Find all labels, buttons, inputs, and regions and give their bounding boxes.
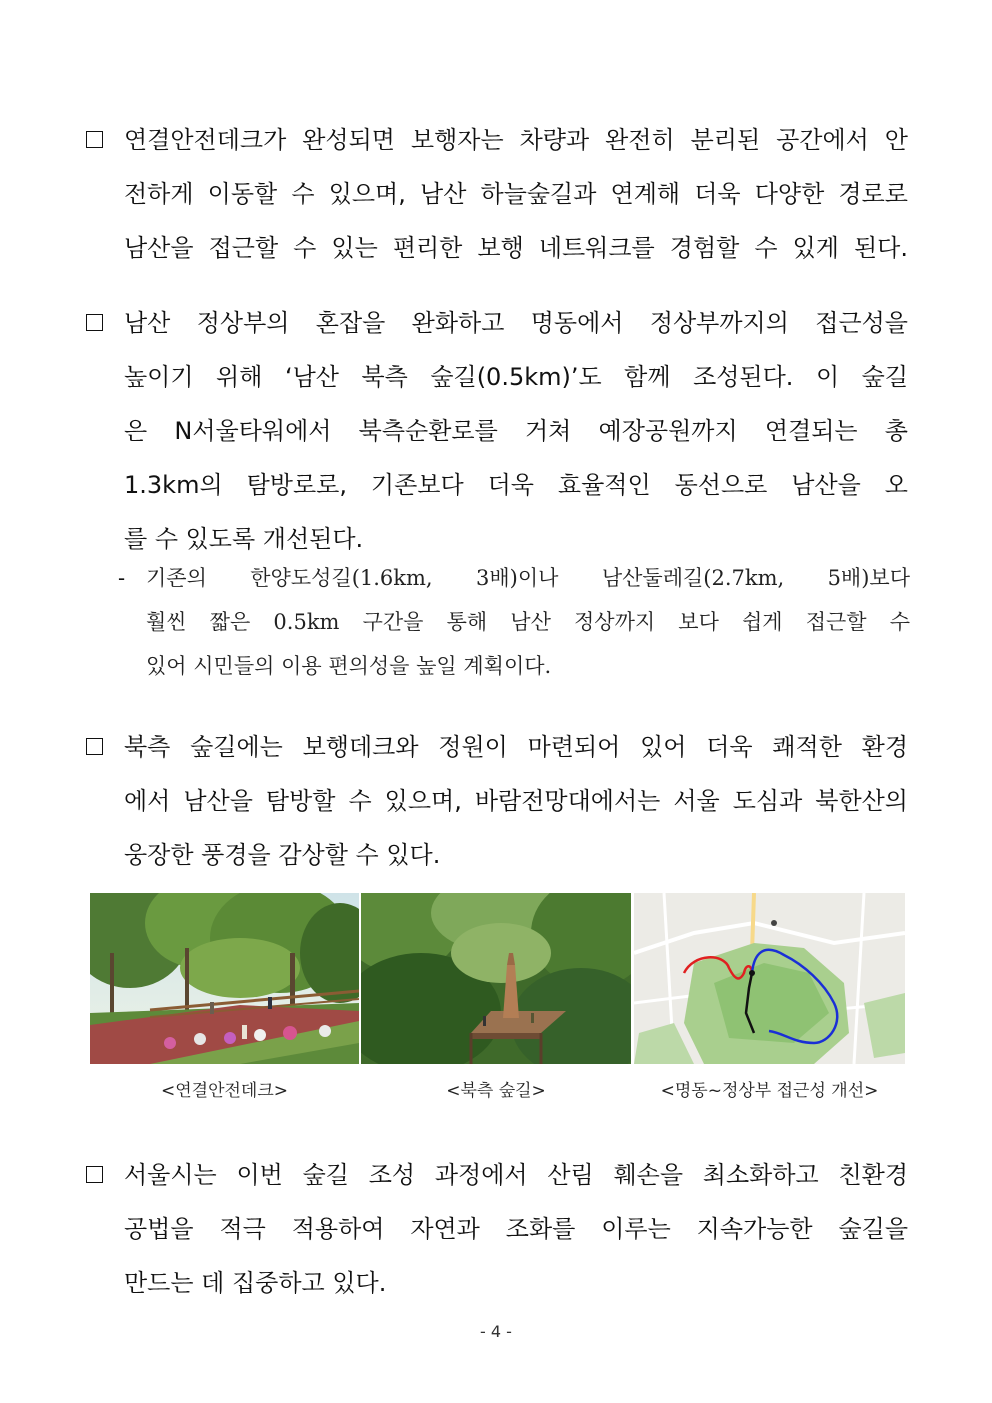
paragraph-line: 남산 정상부의 혼잡을 완화하고 명동에서 정상부까지의 접근성을 (124, 309, 908, 337)
caption-deck: <연결안전데크> (160, 1081, 289, 1101)
caption-map: <명동~정상부 접근성 개선> (660, 1081, 879, 1101)
checkbox-bullet-icon (86, 738, 103, 755)
paragraph-line: 연결안전데크가 완성되면 보행자는 차량과 완전히 분리된 공간에서 안 (124, 126, 908, 154)
paragraph-line: 웅장한 풍경을 감상할 수 있다. (124, 841, 441, 869)
page-number: - 4 - (480, 1322, 512, 1341)
map-myeongdong-summit-route (634, 893, 905, 1064)
paragraph-line: 를 수 있도록 개선된다. (124, 525, 364, 553)
caption-forest-trail: <북측 숲길> (446, 1081, 546, 1101)
paragraph-line: 서울시는 이번 숲길 조성 과정에서 산림 훼손을 최소화하고 친환경 (124, 1161, 908, 1189)
paragraph-line: 전하게 이동할 수 있으며, 남산 하늘숲길과 연계해 더욱 다양한 경로로 (124, 180, 908, 208)
paragraph-line: 북측 숲길에는 보행데크와 정원이 마련되어 있어 더욱 쾌적한 환경 (124, 733, 908, 761)
sub-line: 기존의 한양도성길(1.6km, 3배)이나 남산둘레길(2.7km, 5배)보다 (146, 566, 910, 590)
checkbox-bullet-icon (86, 1166, 103, 1183)
checkbox-bullet-icon (86, 131, 103, 148)
paragraph-line: 공법을 적극 적용하여 자연과 조화를 이루는 지속가능한 숲길을 (124, 1215, 908, 1243)
sub-line: 훨씬 짧은 0.5km 구간을 통해 남산 정상까지 보다 쉽게 접근할 수 (146, 610, 910, 634)
paragraph-line: 남산을 접근할 수 있는 편리한 보행 네트워크를 경험할 수 있게 된다. (124, 234, 908, 262)
checkbox-bullet-icon (86, 314, 103, 331)
paragraph-line: 만드는 데 집중하고 있다. (124, 1269, 387, 1297)
paragraph-line: 은 N서울타워에서 북측순환로를 거쳐 예장공원까지 연결되는 총 (124, 417, 908, 445)
photo-connection-safety-deck (90, 893, 359, 1064)
paragraph-line: 1.3km의 탐방로로, 기존보다 더욱 효율적인 동선으로 남산을 오 (124, 471, 908, 499)
dash-marker: - (118, 566, 126, 590)
photo-north-forest-trail (361, 893, 631, 1064)
paragraph-line: 높이기 위해 ‘남산 북측 숲길(0.5km)’도 함께 조성된다. 이 숲길 (124, 363, 908, 391)
paragraph-line: 에서 남산을 탐방할 수 있으며, 바람전망대에서는 서울 도심과 북한산의 (124, 787, 908, 815)
sub-line: 있어 시민들의 이용 편의성을 높일 계획이다. (146, 654, 552, 678)
